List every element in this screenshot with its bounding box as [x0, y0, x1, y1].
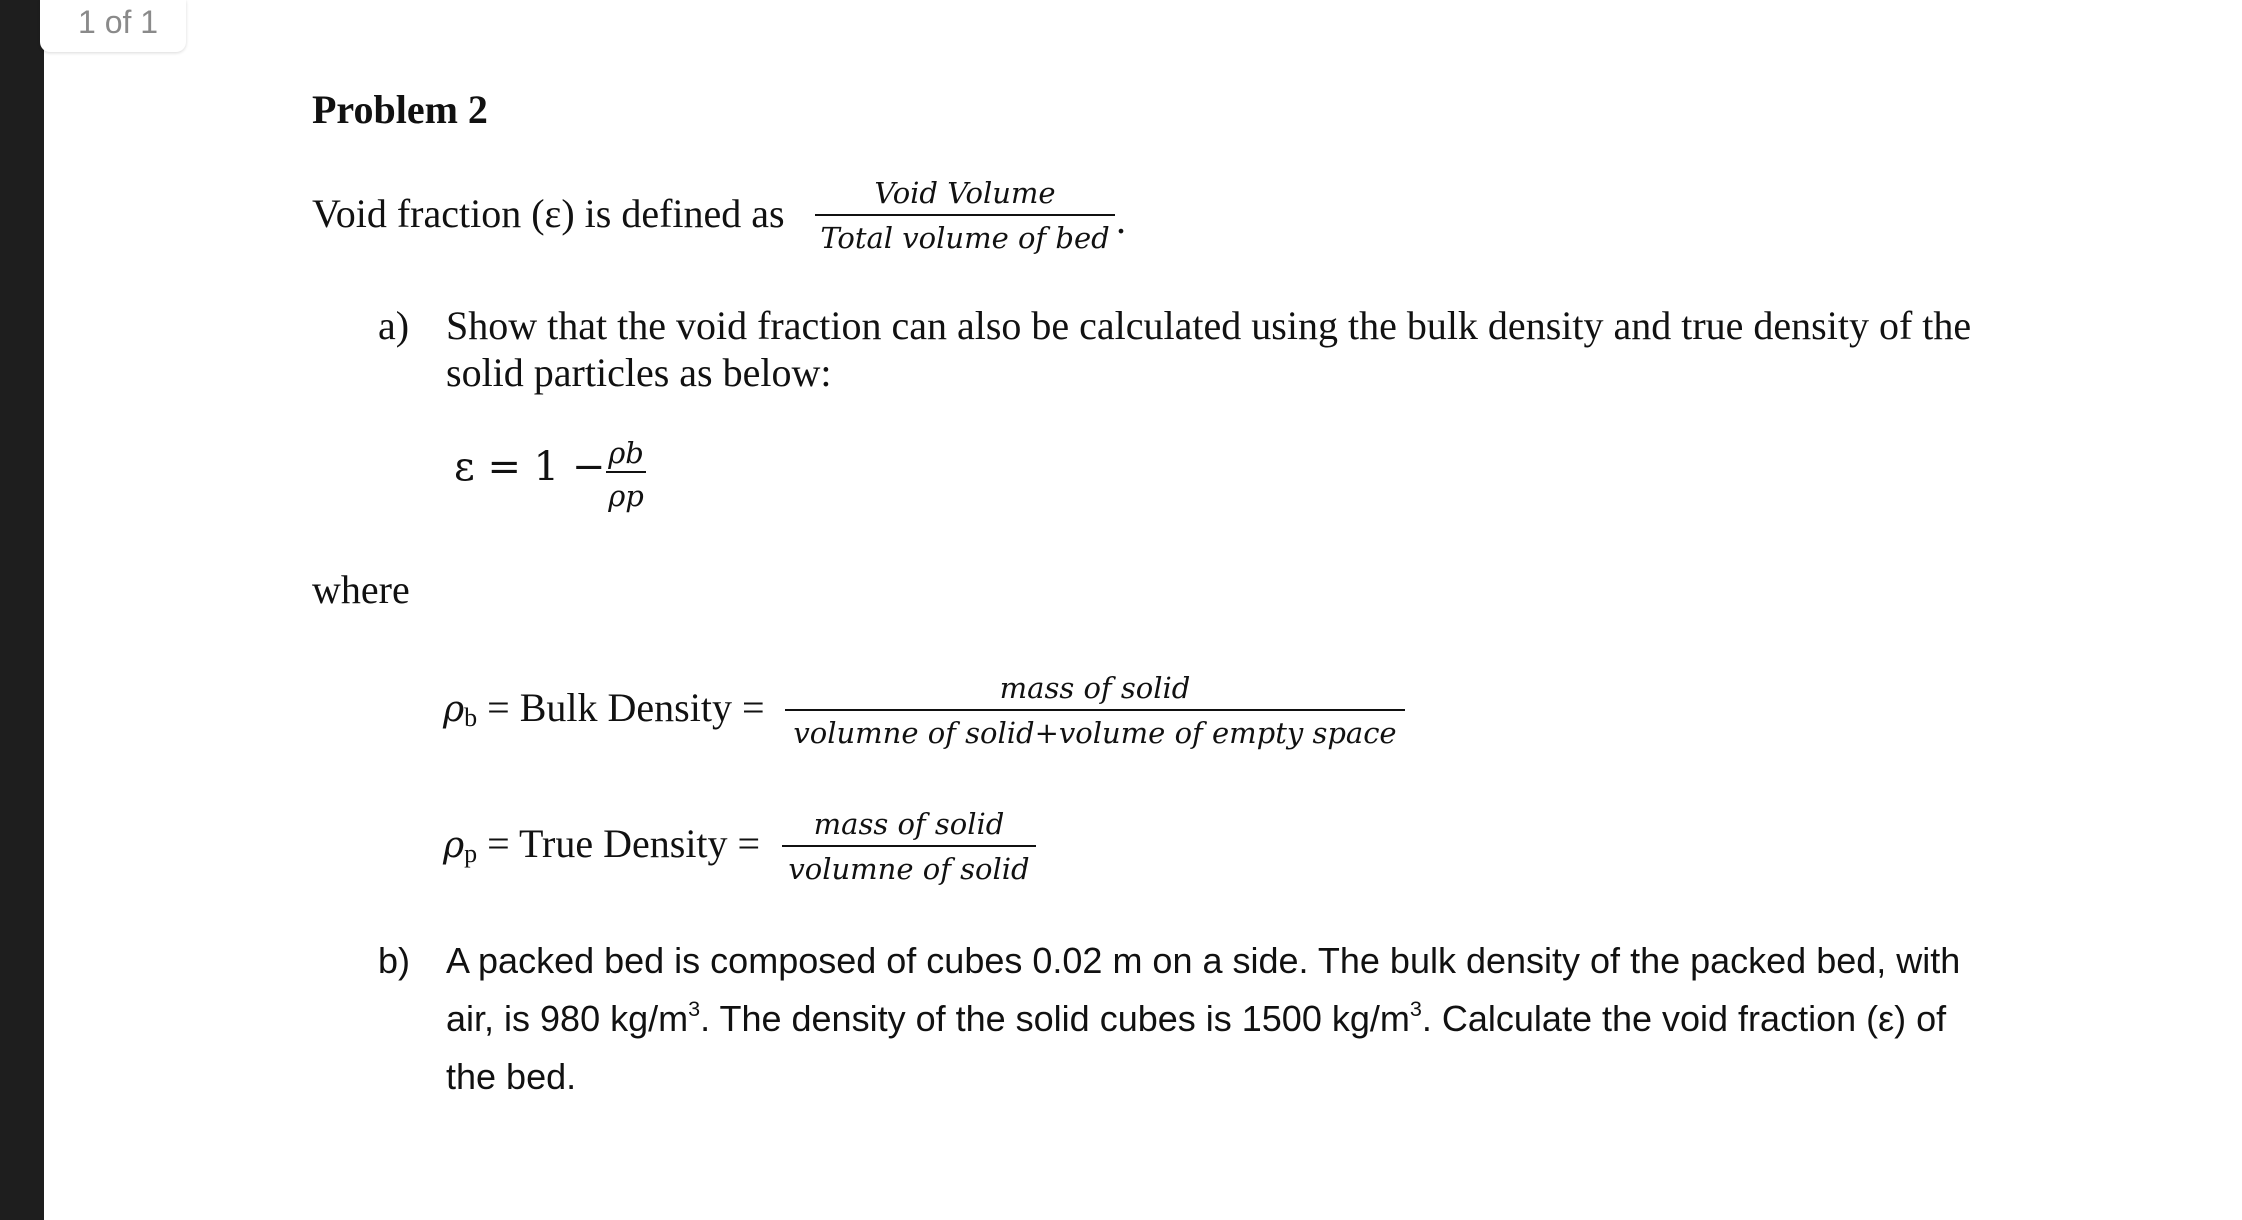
viewer-sidebar [0, 0, 44, 1220]
part-b-line3: the bed. [446, 1056, 577, 1097]
part-b-line2 [446, 990, 1946, 1048]
epsilon-formula-denominator: ρp [608, 479, 644, 513]
intro-fraction-numerator: Void Volume [874, 176, 1056, 210]
intro-fraction-bar [815, 214, 1115, 216]
rho-subscript: p [464, 839, 478, 869]
true-density-numerator: mass of solid [813, 807, 1005, 841]
bulk-density-denominator: volumne of solid+volume of empty space [793, 716, 1397, 750]
epsilon-formula-lhs: ε = 1 − [454, 444, 606, 490]
part-b-line2-a: air, is 980 kg/m [446, 998, 689, 1039]
part-b-line2-b: . The density of the solid cubes is 1500 kg/m [700, 998, 1410, 1039]
part-b-line1: A packed bed is composed of cubes 0.02 m on a side. The bulk density of the packed bed, with [446, 940, 1961, 981]
part-a-line1: Show that the void fraction can also be calculated using the bulk density and true density of the [446, 303, 1972, 348]
true-density-fraction-bar [782, 845, 1036, 847]
epsilon-formula-numerator: ρb [608, 436, 644, 470]
superscript-three: 3 [688, 995, 701, 1021]
rho-symbol: ρ [443, 689, 465, 730]
superscript-three: 3 [1409, 995, 1422, 1021]
bulk-density-definition [443, 684, 765, 734]
page-indicator: 1 of 1 [78, 4, 159, 40]
part-a-label: a) [378, 303, 410, 348]
where-text: where [312, 567, 410, 612]
intro-text: Void fraction (ε) is defined as [312, 191, 785, 236]
rho-symbol: ρ [443, 825, 465, 866]
epsilon-formula-bar [606, 471, 646, 473]
bulk-density-label: = Bulk Density = [477, 685, 765, 730]
part-a-line2: solid particles as below: [446, 350, 832, 395]
true-density-label: = True Density = [477, 821, 761, 866]
problem-title: Problem 2 [312, 87, 488, 132]
intro-fraction-denominator: Total volume of bed [820, 221, 1110, 255]
part-b-line2-c: . Calculate the void fraction (ε) of [1421, 998, 1947, 1039]
rho-subscript: b [464, 703, 478, 733]
bulk-density-fraction-bar [785, 709, 1405, 711]
true-density-denominator: volumne of solid [788, 852, 1030, 886]
true-density-definition [443, 820, 760, 870]
intro-period: . [1116, 197, 1126, 242]
bulk-density-numerator: mass of solid [999, 671, 1191, 705]
part-b-label: b) [378, 940, 411, 981]
